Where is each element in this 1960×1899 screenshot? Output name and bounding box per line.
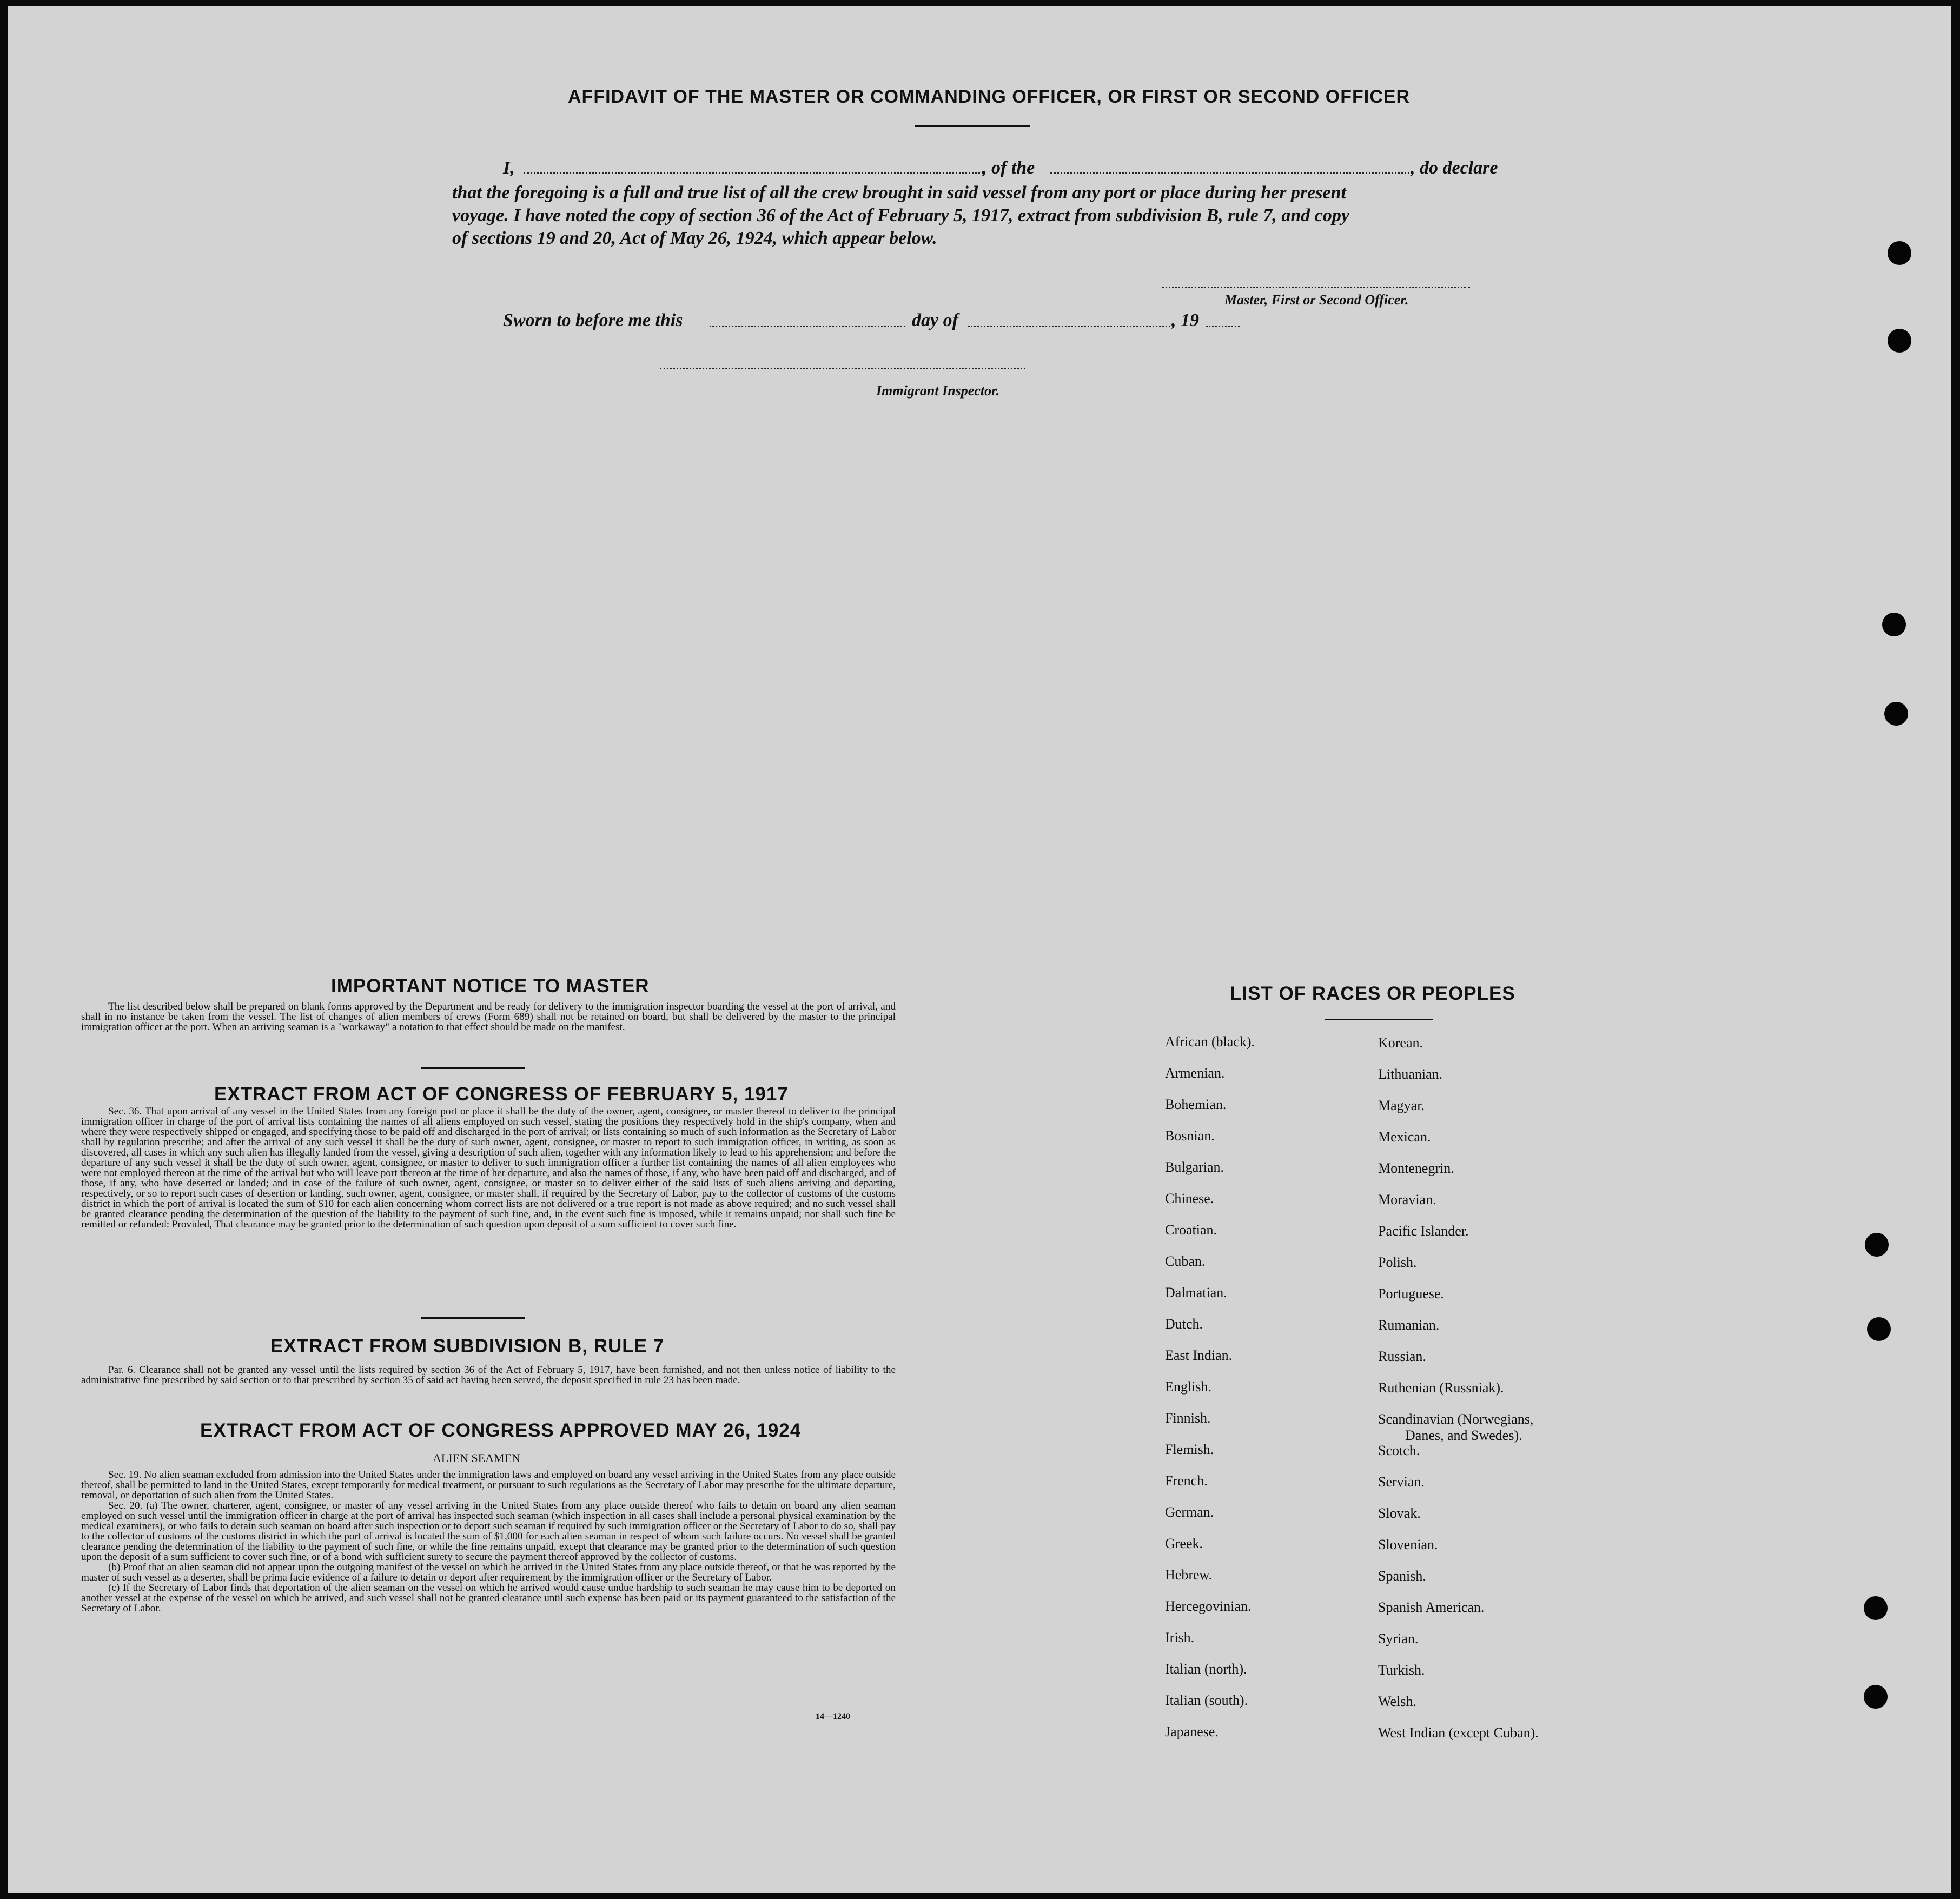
section-19-paragraph: Sec. 19. No alien seaman excluded from admission into the United States under the immigration laws and employed on board any vessel arriving in the United States from any place outside thereof, shall be permitted to land in the United States, except temporarily for medical treatment, or pursuant to such regulations as the Secretary of Labor may prescribe for the ultimate departure, removal, or deportation of such alien from the United States. bbox=[81, 1469, 896, 1501]
race-item: Servian. bbox=[1378, 1474, 1425, 1490]
race-item: Lithuanian. bbox=[1378, 1066, 1443, 1082]
race-item: Mexican. bbox=[1378, 1129, 1431, 1145]
punch-hole bbox=[1884, 702, 1908, 726]
punch-hole bbox=[1864, 1685, 1888, 1709]
declarant-name-field[interactable] bbox=[524, 172, 983, 174]
section-20a-paragraph: Sec. 20. (a) The owner, charterer, agent, consignee, or master of any vessel arriving in the United States from any place outside thereof who fails to detain on board any alien seaman employed on such vessel until the immigration officer in charge at the port of arrival has inspected such seaman (which inspection in all cases shall include a personal physical examination by the medical examiners), or who fails to detain such seaman on board after such inspection or to deport such seaman if required by such immigration officer or the Secretary of Labor to do so, shall pay to the collector of customs of the customs district in which the port of arrival is located the sum of $1,000 for each alien seaman in respect of whom such failure occurs. No vessel shall be granted clearance pending the determination of the liability to the payment of such fine, or while the fine remains unpaid, except that clearance may be granted prior to the determination of such question upon the deposit of a sum sufficient to cover such fine, or of a bond with sufficient surety to secure the payment thereof approved by the collector of customs. bbox=[81, 1500, 896, 1563]
notice-text bbox=[81, 1001, 896, 1032]
race-item: Montenegrin. bbox=[1378, 1160, 1454, 1176]
punch-hole bbox=[1882, 613, 1906, 636]
section-divider bbox=[421, 1067, 525, 1069]
master-signature-label: Master, First or Second Officer. bbox=[1224, 292, 1409, 308]
form-number: 14—1240 bbox=[816, 1712, 850, 1721]
par-6-paragraph: Par. 6. Clearance shall not be granted any vessel until the lists required by section 36 of the Act of February 5, 1917, have been furnished, and not then unless notice of liability to the administrative fine prescribed by said section or to that prescribed by section 35 of said act having been served, the deposit specified in rule 23 has been made. bbox=[81, 1364, 896, 1386]
race-item: Turkish. bbox=[1378, 1662, 1425, 1678]
notice-title: IMPORTANT NOTICE TO MASTER bbox=[331, 975, 650, 997]
extract-1924-text bbox=[81, 1470, 896, 1614]
race-item: French. bbox=[1165, 1473, 1208, 1489]
punch-hole bbox=[1864, 1596, 1888, 1620]
race-item: Scotch. bbox=[1378, 1443, 1420, 1458]
race-item: Slovak. bbox=[1378, 1505, 1421, 1521]
race-item: Russian. bbox=[1378, 1349, 1426, 1364]
race-item: Finnish. bbox=[1165, 1410, 1211, 1426]
race-item: West Indian (except Cuban). bbox=[1378, 1725, 1539, 1741]
punch-hole bbox=[1867, 1317, 1891, 1341]
affidavit-of-the-label: , of the bbox=[982, 158, 1035, 178]
race-item: Bosnian. bbox=[1165, 1128, 1215, 1144]
affidavit-do-declare-label: , do declare bbox=[1411, 158, 1498, 178]
race-item: Polish. bbox=[1378, 1254, 1417, 1270]
race-item: Flemish. bbox=[1165, 1442, 1214, 1457]
race-item: Hercegovinian. bbox=[1165, 1598, 1252, 1614]
race-item: African (black). bbox=[1165, 1034, 1255, 1050]
race-item: Bohemian. bbox=[1165, 1097, 1227, 1112]
race-item: Cuban. bbox=[1165, 1253, 1206, 1269]
affidavit-text-line-3: of sections 19 and 20, Act of May 26, 1924, which appear below. bbox=[452, 228, 937, 248]
races-title-underline bbox=[1325, 1019, 1433, 1020]
race-item: German. bbox=[1165, 1504, 1214, 1520]
section-20c-paragraph: (c) If the Secretary of Labor finds that deportation of the alien seaman on the vessel on which he arrived would cause undue hardship to such seaman he may cause him to be deported on another vessel at the expense of the vessel on which he arrived, and such vessel shall not be granted clearance until such expense has been paid or its payment guaranteed to the satisfaction of the Secretary of Labor. bbox=[81, 1582, 896, 1614]
race-item: Armenian. bbox=[1165, 1065, 1225, 1081]
race-item: Magyar. bbox=[1378, 1098, 1425, 1113]
notice-paragraph: The list described below shall be prepared on blank forms approved by the Department and be ready for delivery to the immigration inspector boarding the vessel at the port of arrival, and shall in no instance be taken from the vessel. The list of changes of alien members of crews (Form 689) shall not be retained on board, but shall be delivered by the master to the principal immigration officer at the port. When an arriving seaman is a "workaway" a notation to that effect should be made on the manifest. bbox=[81, 1001, 896, 1033]
races-title: LIST OF RACES OR PEOPLES bbox=[1230, 983, 1515, 1004]
punch-hole bbox=[1865, 1233, 1889, 1257]
race-item: Italian (north). bbox=[1165, 1661, 1247, 1677]
vessel-name-field[interactable] bbox=[1050, 172, 1413, 174]
race-item: Dalmatian. bbox=[1165, 1285, 1227, 1300]
race-item bbox=[1378, 1411, 1539, 1443]
race-item: Greek. bbox=[1165, 1536, 1203, 1551]
extract-1917-text bbox=[81, 1106, 896, 1230]
race-item: Irish. bbox=[1165, 1630, 1195, 1645]
punch-hole bbox=[1888, 241, 1911, 265]
section-36-paragraph: Sec. 36. That upon arrival of any vessel in the United States from any foreign port or place it shall be the duty of the owner, agent, consignee, or master thereof to deliver to the principal immigration officer in charge of the port of arrival lists containing the names of all aliens employed on such vessel, stating the positions they respectively hold in the ship's company, when and where they were respectively shipped or engaged, and specifying those to be paid off and discharged in the port of arrival; or lists containing so much of such information as the Secretary of Labor shall by regulation prescribe; and after the arrival of any such vessel it shall be the duty of such owner, agent, consignee, or master to report to such immigration officer, in writing, as soon as discovered, all cases in which any such alien has illegally landed from the vessel, giving a description of such alien, together with any information likely to lead to his apprehension; and before the departure of any such vessel it shall be the duty of such owner, agent, consignee, or master to deliver to such immigration officer a further list containing the names of all alien employees who were not employed thereon at the time of the arrival but who will leave port thereon at the time of her departure, and also the names of those, if any, who have been paid off and discharged, and of those, if any, who have deserted or landed; and in case of the failure of such owner, agent, consignee, or master so to deliver either of the said lists of such aliens arriving and departing, respectively, or so to report such cases of desertion or landing, such owner, agent, consignee, or master shall, if required by the Secretary of Labor, pay to the collector of customs of the customs district in which the port of arrival is located the sum of $10 for each alien concerning whom correct lists are not delivered or a true report is not made as above required; and no such vessel shall be granted clearance pending the determination of the question of the liability to the payment of such fine, and, in the event such fine is imposed, while it remains unpaid; nor shall such fine be remitted or refunded: Provided, That clearance may be granted prior to the determination of such question upon deposit of a sum sufficient to cover such fine. bbox=[81, 1106, 896, 1230]
affidavit-i-label: I, bbox=[503, 158, 515, 178]
race-item: Moravian. bbox=[1378, 1192, 1436, 1207]
sworn-month-field[interactable] bbox=[968, 326, 1174, 327]
sworn-label: Sworn to before me this bbox=[503, 310, 683, 330]
race-item: Spanish. bbox=[1378, 1568, 1426, 1584]
race-item: Welsh. bbox=[1378, 1694, 1416, 1709]
race-item: Chinese. bbox=[1165, 1191, 1214, 1206]
races-left-column bbox=[1165, 1034, 1255, 1755]
race-item: Pacific Islander. bbox=[1378, 1223, 1469, 1239]
extract-rule7-title: EXTRACT FROM SUBDIVISION B, RULE 7 bbox=[270, 1336, 665, 1357]
sworn-year-field[interactable] bbox=[1206, 326, 1240, 327]
race-item: Italian (south). bbox=[1165, 1692, 1248, 1708]
section-divider bbox=[421, 1317, 525, 1319]
inspector-signature-field[interactable] bbox=[660, 368, 1025, 369]
race-item: Slovenian. bbox=[1378, 1537, 1438, 1552]
race-item: Ruthenian (Russniak). bbox=[1378, 1380, 1504, 1396]
race-item: Hebrew. bbox=[1165, 1567, 1213, 1583]
alien-seamen-subtitle: ALIEN SEAMEN bbox=[433, 1451, 520, 1465]
race-item-scandinavian: Scandinavian (Norwegians, bbox=[1378, 1411, 1534, 1427]
section-20b-paragraph: (b) Proof that an alien seaman did not appear upon the outgoing manifest of the vessel on which he arrived in the United States from any place outside thereof, or that he was reported by the master of such vessel as a deserter, shall be prima facie evidence of a failure to detain or deport after requirement by the immigration officer or the Secretary of Labor. bbox=[81, 1562, 896, 1583]
affidavit-text-line-2: voyage. I have noted the copy of section 36 of the Act of February 5, 1917, extract from subdivision B, rule 7, and copy bbox=[452, 205, 1349, 225]
race-item: Syrian. bbox=[1378, 1631, 1419, 1646]
master-signature-field[interactable] bbox=[1162, 287, 1470, 288]
punch-hole bbox=[1888, 329, 1911, 353]
race-item: English. bbox=[1165, 1379, 1211, 1395]
race-item: Spanish American. bbox=[1378, 1599, 1485, 1615]
race-item: Croatian. bbox=[1165, 1222, 1217, 1238]
race-item: Korean. bbox=[1378, 1035, 1423, 1051]
races-right-column bbox=[1378, 1035, 1539, 1756]
year-label: , 19 bbox=[1171, 310, 1199, 330]
sworn-day-field[interactable] bbox=[710, 326, 905, 327]
race-item: Rumanian. bbox=[1378, 1317, 1440, 1333]
extract-1924-title: EXTRACT FROM ACT OF CONGRESS APPROVED MAY 26, 1924 bbox=[200, 1420, 802, 1441]
race-item: Portuguese. bbox=[1378, 1286, 1445, 1302]
extract-rule7-text bbox=[81, 1365, 896, 1385]
day-of-label: day of bbox=[912, 310, 958, 330]
extract-1917-title: EXTRACT FROM ACT OF CONGRESS OF FEBRUARY 5, 1917 bbox=[214, 1084, 789, 1105]
race-item: Dutch. bbox=[1165, 1316, 1203, 1332]
affidavit-title: AFFIDAVIT OF THE MASTER OR COMMANDING OFFICER, OR FIRST OR SECOND OFFICER bbox=[568, 87, 1410, 107]
race-item-scandinavian-cont: Danes, and Swedes). bbox=[1405, 1427, 1522, 1443]
race-item: Japanese. bbox=[1165, 1724, 1219, 1739]
title-underline bbox=[915, 125, 1030, 127]
inspector-label: Immigrant Inspector. bbox=[876, 383, 1000, 399]
affidavit-text-line-1: that the foregoing is a full and true list of all the crew brought in said vessel from any port or place during her present bbox=[452, 183, 1346, 203]
race-item: East Indian. bbox=[1165, 1347, 1233, 1363]
race-item: Bulgarian. bbox=[1165, 1159, 1224, 1175]
